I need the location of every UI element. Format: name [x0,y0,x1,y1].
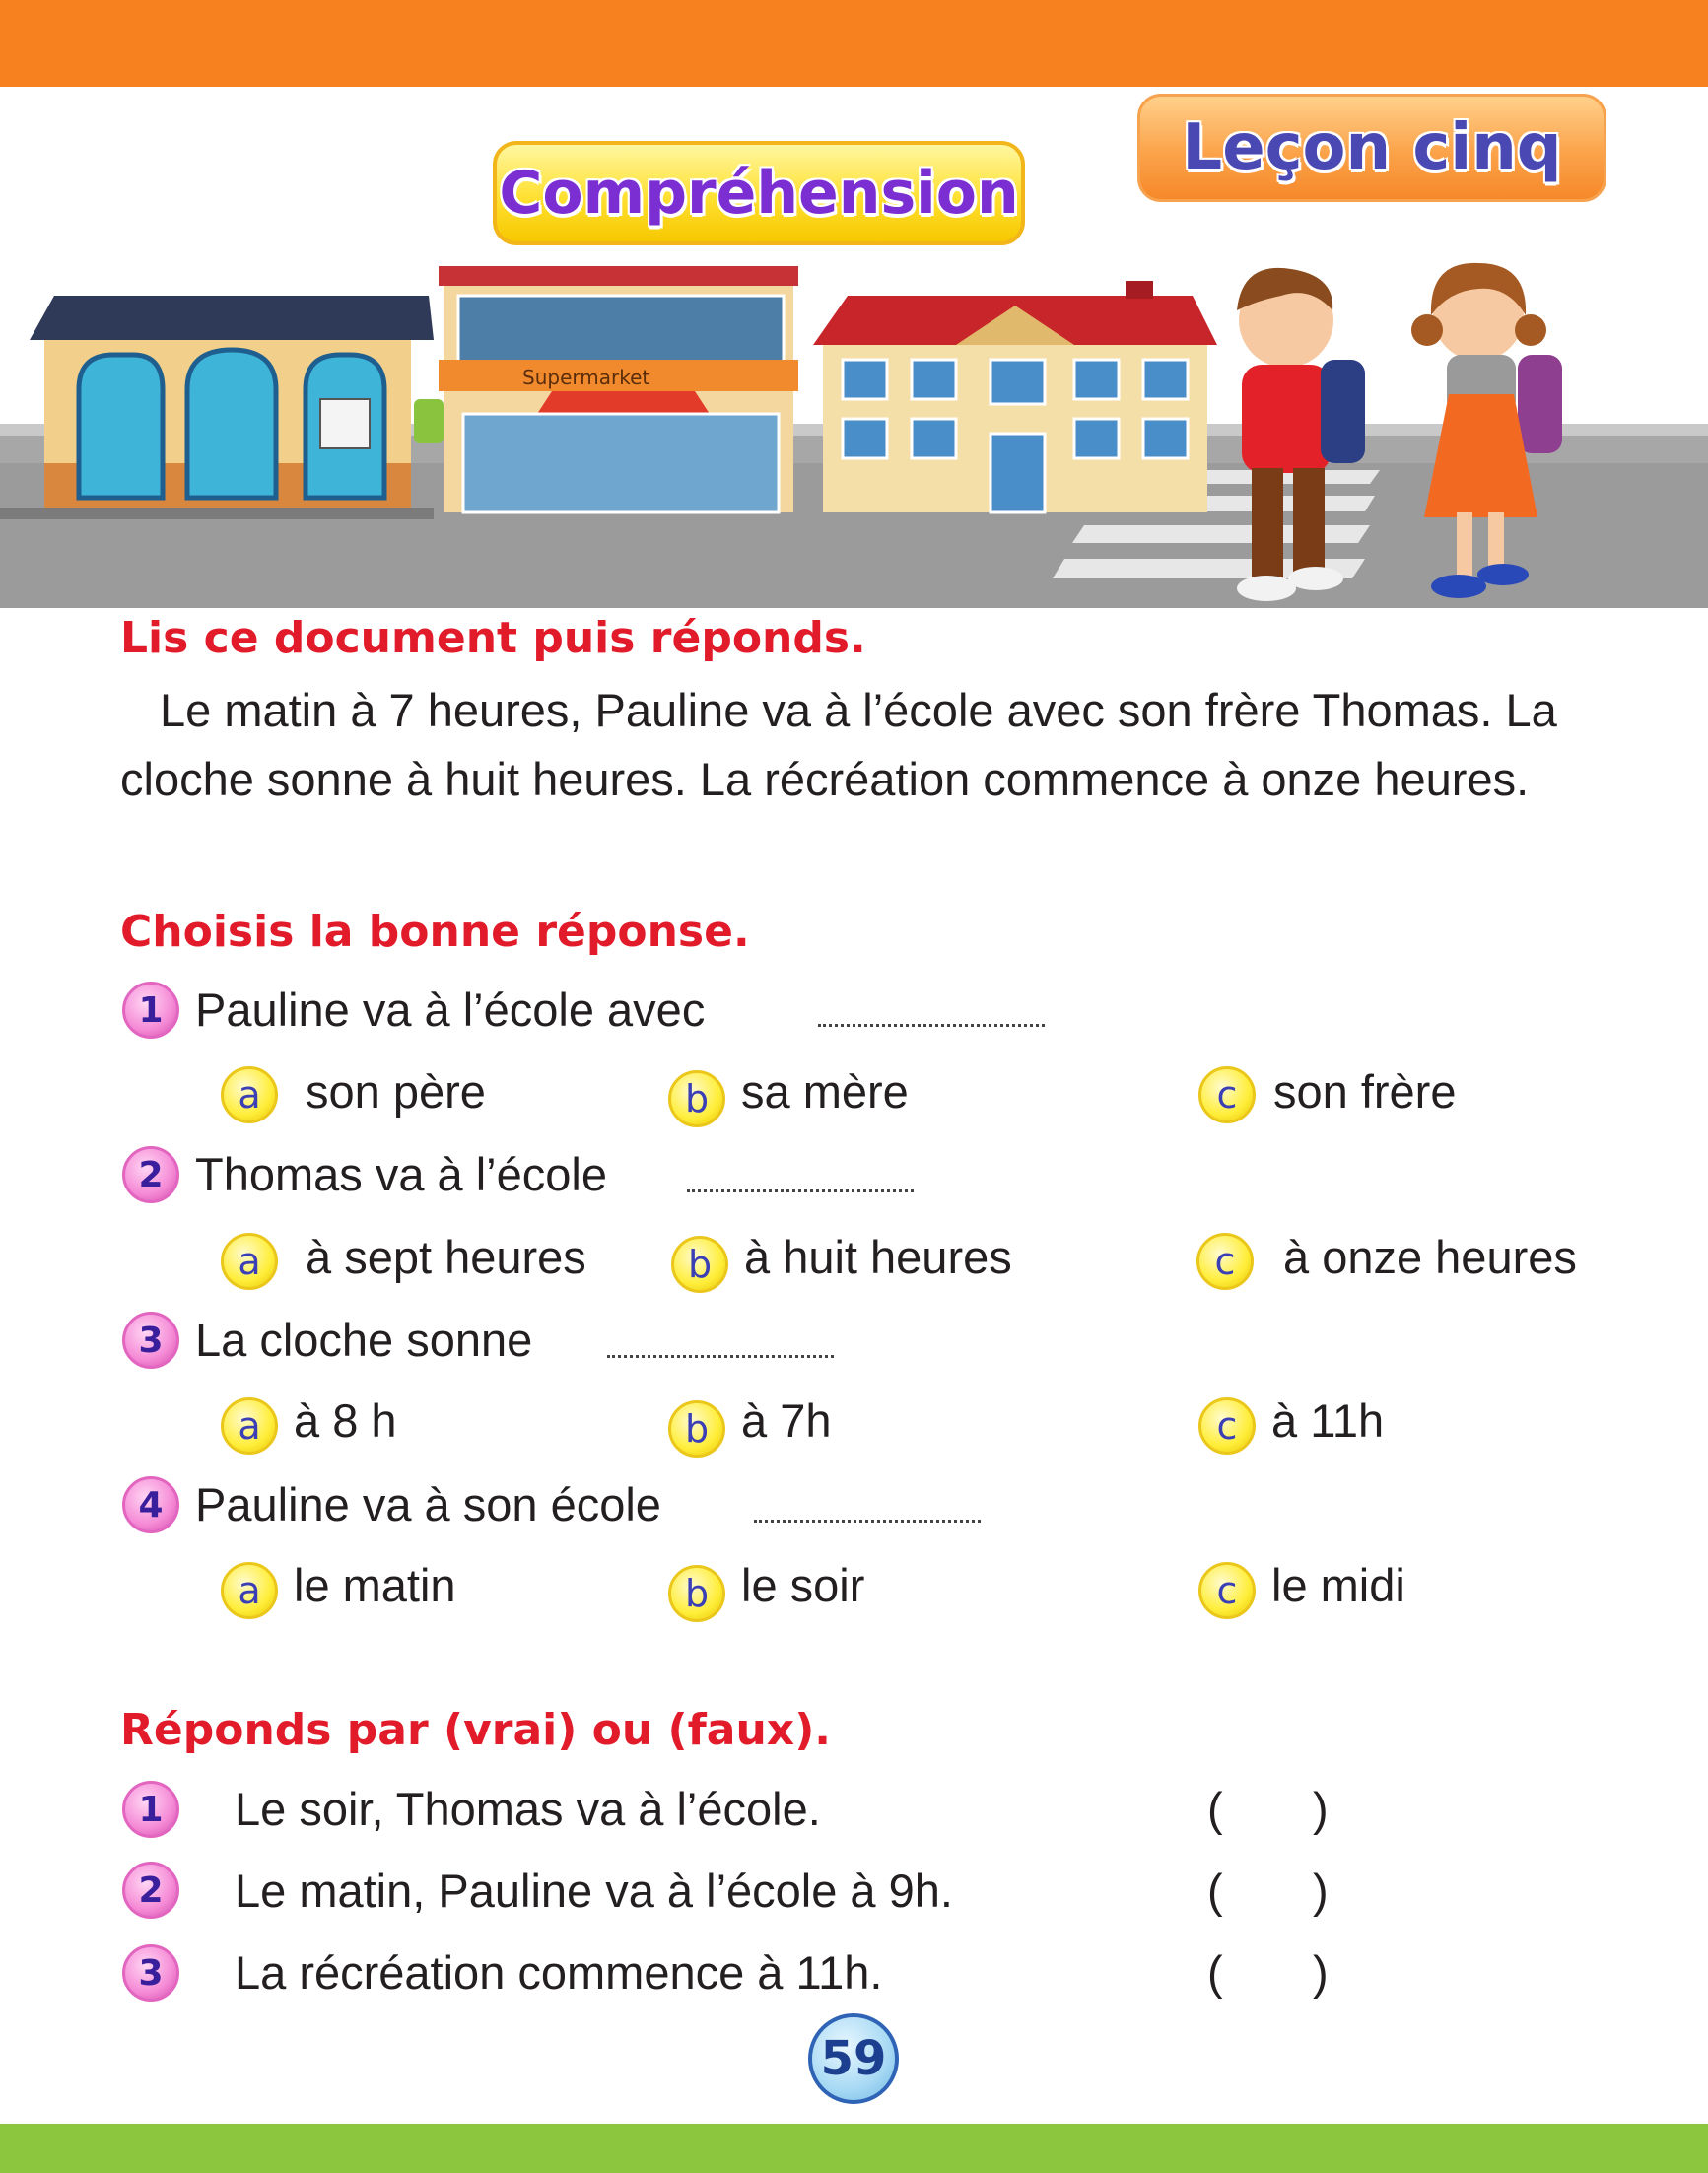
bottom-green-band [0,2124,1708,2173]
question-number-badge: 4 [122,1476,179,1533]
option-text[interactable]: le soir [741,1559,865,1611]
reading-instruction: Lis ce document puis réponds. [120,613,866,663]
option-letter-badge[interactable]: c [1196,1233,1254,1290]
option-letter-badge[interactable]: c [1198,1066,1256,1123]
section-title: Compréhension [499,159,1019,228]
option-letter-badge[interactable]: a [221,1066,278,1123]
option-text[interactable]: son frère [1273,1065,1457,1118]
mcq-instruction: Choisis la bonne réponse. [120,907,750,957]
answer-parentheses[interactable]: ( ) [1207,1865,1329,1917]
answer-parentheses[interactable]: ( ) [1207,1946,1329,1999]
question-number-badge: 1 [122,982,179,1039]
statement-text: Le soir, Thomas va à l’école. [235,1783,821,1835]
option-letter-badge[interactable]: b [668,1565,725,1622]
statement-number-badge: 1 [122,1781,179,1838]
option-text[interactable]: le midi [1271,1559,1405,1611]
question-text: Pauline va à l’école avec [195,984,706,1036]
statement-number-badge: 3 [122,1944,179,2002]
street-illustration [0,251,1708,608]
question-text: Pauline va à son école [195,1478,661,1530]
option-text[interactable]: à 11h [1271,1394,1385,1447]
reading-text: Le matin à 7 heures, Pauline va à l’école avec son frère Thomas. La cloche sonne à huit heures. La récréation commence à onze heures. [120,684,1557,805]
answer-parentheses[interactable]: ( ) [1207,1783,1329,1835]
option-text[interactable]: à 7h [741,1394,832,1447]
question-text: La cloche sonne [195,1314,533,1366]
question-text: Thomas va à l’école [195,1148,607,1200]
question-number-badge: 2 [122,1146,179,1203]
option-letter-badge[interactable]: a [221,1233,278,1290]
true-false-instruction: Réponds par (vrai) ou (faux). [120,1705,832,1755]
option-text[interactable]: à 8 h [294,1394,397,1447]
top-orange-band [0,0,1708,87]
option-letter-badge[interactable]: a [221,1562,278,1619]
answer-blank[interactable] [607,1354,834,1358]
option-text[interactable]: à onze heures [1283,1231,1577,1283]
option-letter-badge[interactable]: c [1198,1397,1256,1455]
answer-blank[interactable] [818,1023,1045,1027]
option-text[interactable]: sa mère [741,1065,909,1118]
school-building [813,281,1217,512]
lesson-title: Leçon cinq [1182,111,1562,184]
option-letter-badge[interactable]: a [221,1397,278,1455]
answer-blank[interactable] [754,1519,981,1523]
page-number: 59 [808,2013,899,2104]
statement-text: La récréation commence à 11h. [235,1946,883,1999]
option-letter-badge[interactable]: b [668,1400,725,1458]
option-letter-badge[interactable]: c [1198,1562,1256,1619]
lesson-title-badge [1137,94,1606,202]
option-text[interactable]: à sept heures [306,1231,586,1283]
option-letter-badge[interactable]: b [671,1236,728,1293]
option-text[interactable]: son père [306,1065,486,1118]
statement-number-badge: 2 [122,1862,179,1919]
supermarket-building [414,266,798,512]
statement-text: Le matin, Pauline va à l’école à 9h. [235,1865,953,1917]
option-letter-badge[interactable]: b [668,1070,725,1127]
answer-blank[interactable] [687,1188,914,1192]
section-title-badge [493,141,1025,245]
option-text[interactable]: le matin [294,1559,456,1611]
shop-building [0,296,434,519]
supermarket-sign: Supermarket [522,366,650,389]
option-text[interactable]: à huit heures [744,1231,1012,1283]
question-number-badge: 3 [122,1312,179,1369]
